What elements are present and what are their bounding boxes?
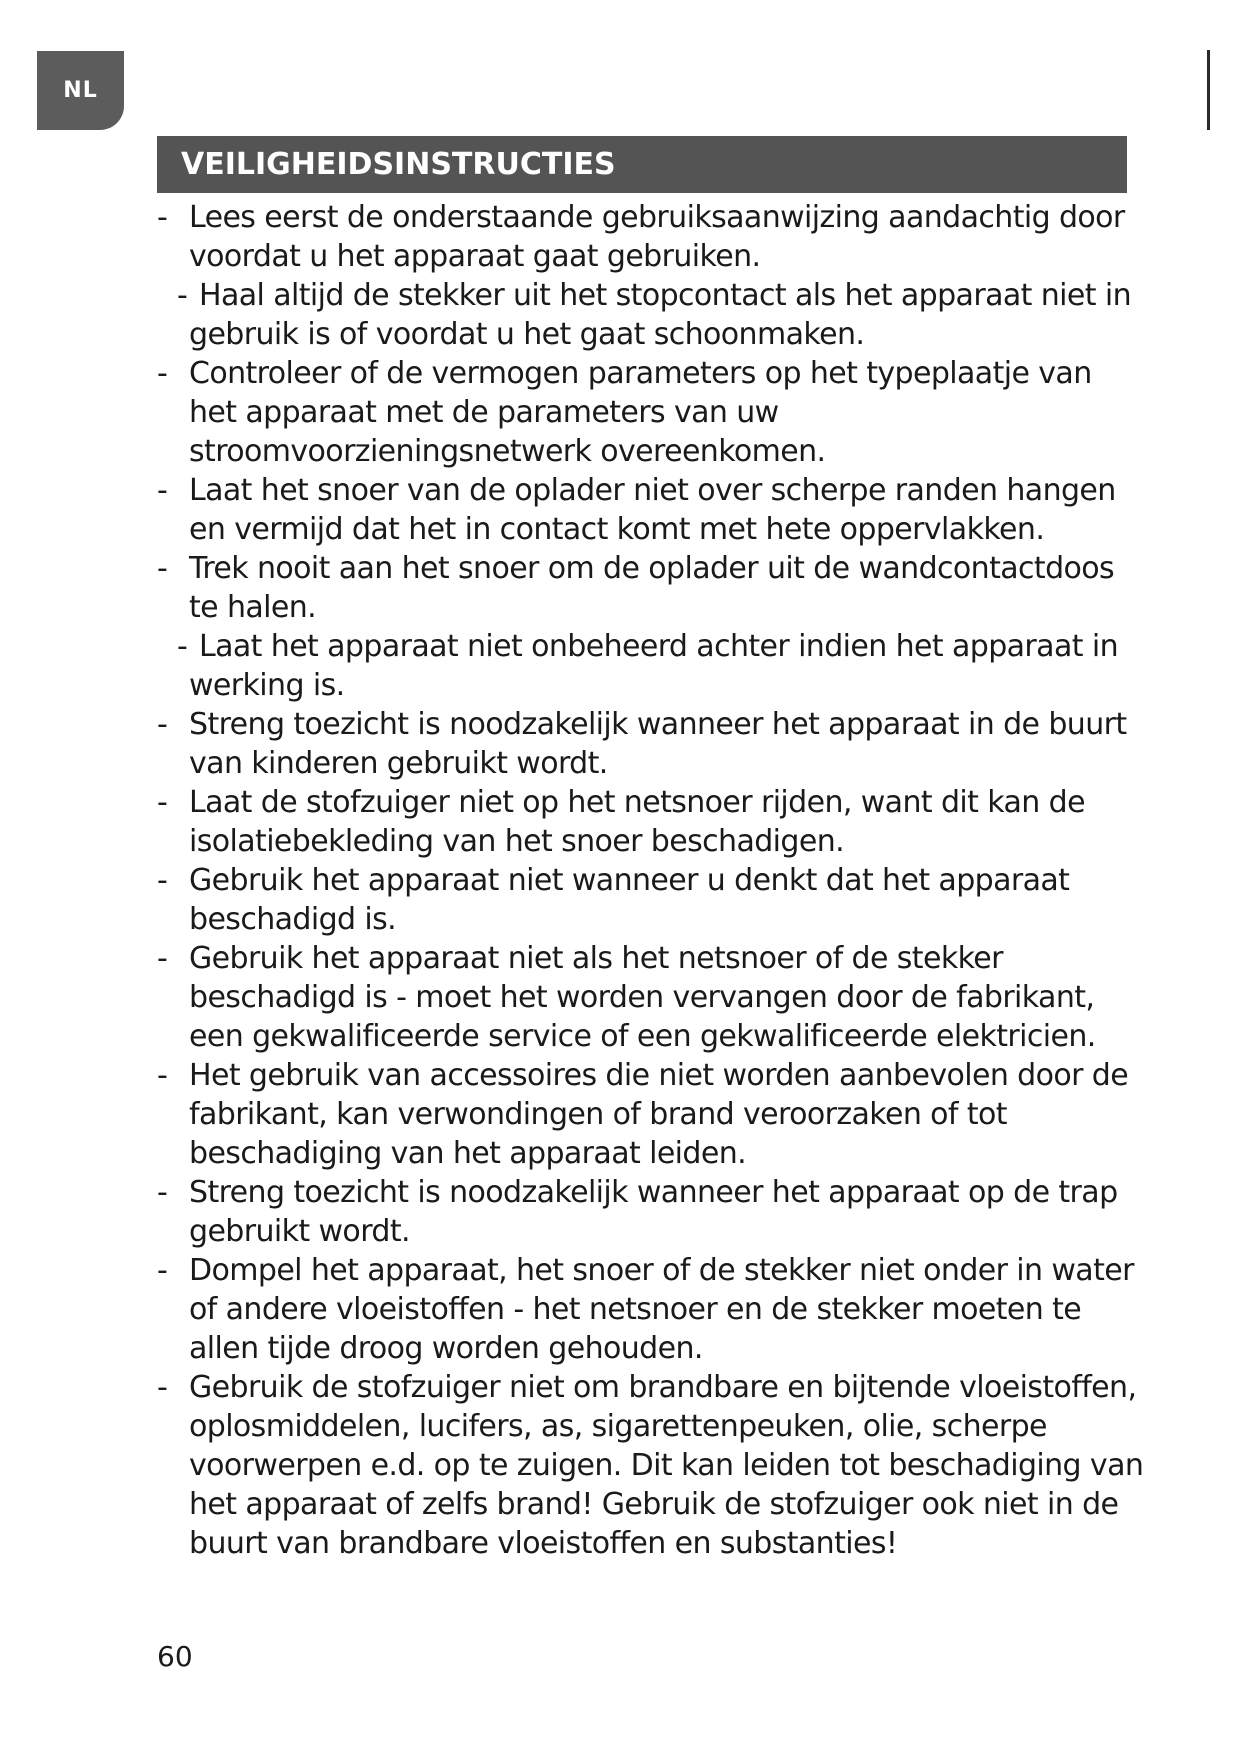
list-item: - Trek nooit aan het snoer om de oplader uit de wandcontactdoos te halen. bbox=[157, 551, 1115, 625]
list-item-text: Laat het snoer van de oplader niet over scherpe randen hangen en vermijd dat het in contact komt met hete oppervlakken. bbox=[189, 473, 1116, 547]
list-item: - Controleer of de vermogen parameters op het typeplaatje van het apparaat met de parameters van uw stroomvoorzieningsnetwerk overeenkomen. bbox=[157, 356, 1092, 469]
language-tab: NL bbox=[37, 51, 124, 130]
list-item: - Haal altijd de stekker uit het stopcontact als het apparaat niet in gebruik is of voordat u het gaat schoonmaken. bbox=[177, 278, 1131, 352]
list-item-text: Laat het apparaat niet onbeheerd achter indien het apparaat in werking is. bbox=[189, 629, 1118, 703]
page-edge-line bbox=[1207, 50, 1210, 130]
safety-instructions-list bbox=[157, 198, 1147, 1563]
section-header bbox=[157, 136, 1127, 193]
list-item: - Het gebruik van accessoires die niet worden aanbevolen door de fabrikant, kan verwondingen of brand veroorzaken of tot beschadiging van het apparaat leiden. bbox=[157, 1058, 1129, 1171]
page-number: 60 bbox=[157, 1640, 193, 1673]
list-item: - Laat het apparaat niet onbeheerd achter indien het apparaat in werking is. bbox=[177, 629, 1118, 703]
list-item: - Laat het snoer van de oplader niet over scherpe randen hangen en vermijd dat het in contact komt met hete oppervlakken. bbox=[157, 473, 1116, 547]
list-item-text: Dompel het apparaat, het snoer of de stekker niet onder in water of andere vloeistoffen - het netsnoer en de stekker moeten te allen tijde droog worden gehouden. bbox=[189, 1253, 1134, 1366]
list-item-text: Controleer of de vermogen parameters op het typeplaatje van het apparaat met de parameters van uw stroomvoorzieningsnetwerk overeenkomen. bbox=[189, 356, 1092, 469]
list-item: - Streng toezicht is noodzakelijk wanneer het apparaat op de trap gebruikt wordt. bbox=[157, 1175, 1118, 1249]
list-item-text: Trek nooit aan het snoer om de oplader uit de wandcontactdoos te halen. bbox=[189, 551, 1115, 625]
list-item-text: Streng toezicht is noodzakelijk wanneer het apparaat in de buurt van kinderen gebruikt wordt. bbox=[189, 707, 1127, 781]
list-item: - Lees eerst de onderstaande gebruiksaanwijzing aandachtig door voordat u het apparaat gaat gebruiken. bbox=[157, 200, 1125, 274]
list-item: - Gebruik het apparaat niet wanneer u denkt dat het apparaat beschadigd is. bbox=[157, 863, 1070, 937]
list-item-text: Het gebruik van accessoires die niet worden aanbevolen door de fabrikant, kan verwondingen of brand veroorzaken of tot beschadiging van het apparaat leiden. bbox=[189, 1058, 1129, 1171]
section-title: VEILIGHEIDSINSTRUCTIES bbox=[181, 147, 616, 182]
list-item: - Streng toezicht is noodzakelijk wanneer het apparaat in de buurt van kinderen gebruikt wordt. bbox=[157, 707, 1127, 781]
list-item: - Gebruik het apparaat niet als het netsnoer of de stekker beschadigd is - moet het worden vervangen door de fabrikant, een gekwalificeerde service of een gekwalificeerde elektricien. bbox=[157, 941, 1096, 1054]
list-item: - Laat de stofzuiger niet op het netsnoer rijden, want dit kan de isolatiebekleding van het snoer beschadigen. bbox=[157, 785, 1085, 859]
list-item-text: Lees eerst de onderstaande gebruiksaanwijzing aandachtig door voordat u het apparaat gaat gebruiken. bbox=[189, 200, 1125, 274]
list-item-text: Gebruik het apparaat niet als het netsnoer of de stekker beschadigd is - moet het worden vervangen door de fabrikant, een gekwalificeerde service of een gekwalificeerde elektricien. bbox=[189, 941, 1096, 1054]
list-item-text: Streng toezicht is noodzakelijk wanneer het apparaat op de trap gebruikt wordt. bbox=[189, 1175, 1118, 1249]
list-item-text: Gebruik de stofzuiger niet om brandbare en bijtende vloeistoffen, oplosmiddelen, lucifers, as, sigarettenpeuken, olie, scherpe voorwerpen e.d. op te zuigen. Dit kan leiden tot beschadiging van het apparaat of zelfs brand! Gebruik de stofzuiger ook niet in de buurt van brandbare vloeistoffen en substanties! bbox=[189, 1370, 1144, 1561]
list-item: - Dompel het apparaat, het snoer of de stekker niet onder in water of andere vloeistoffen - het netsnoer en de stekker moeten te allen tijde droog worden gehouden. bbox=[157, 1253, 1134, 1366]
list-item-text: Gebruik het apparaat niet wanneer u denkt dat het apparaat beschadigd is. bbox=[189, 863, 1070, 937]
list-item-text: Laat de stofzuiger niet op het netsnoer rijden, want dit kan de isolatiebekleding van het snoer beschadigen. bbox=[189, 785, 1085, 859]
list-item-text: Haal altijd de stekker uit het stopcontact als het apparaat niet in gebruik is of voordat u het gaat schoonmaken. bbox=[189, 278, 1131, 352]
list-item: - Gebruik de stofzuiger niet om brandbare en bijtende vloeistoffen, oplosmiddelen, lucifers, as, sigarettenpeuken, olie, scherpe voorwerpen e.d. op te zuigen. Dit kan leiden tot beschadiging van het apparaat of zelfs brand! Gebruik de stofzuiger ook niet in de buurt van brandbare vloeistoffen en substanties! bbox=[157, 1370, 1144, 1561]
